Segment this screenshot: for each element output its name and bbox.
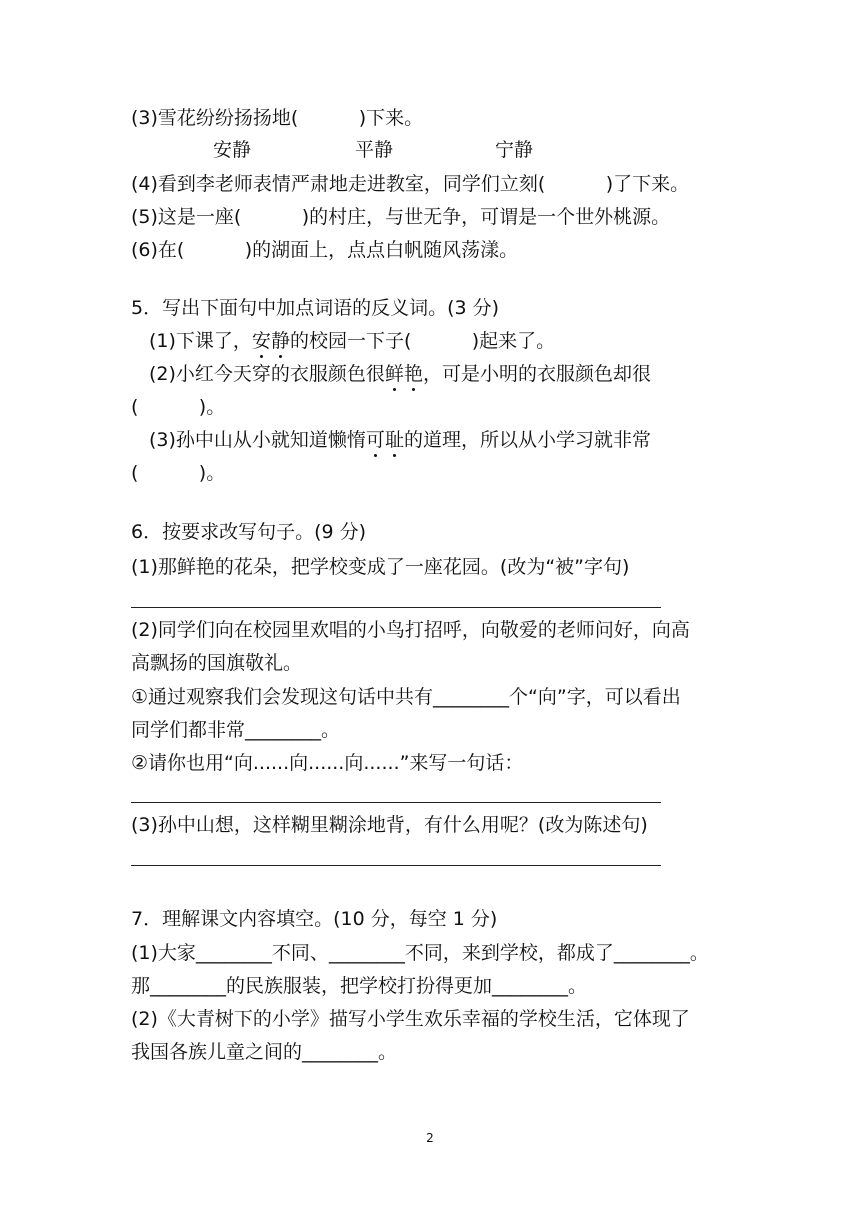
q5-sentence-2 bbox=[149, 362, 651, 386]
dotted-char: 艳 bbox=[403, 363, 423, 385]
q4-option-3: 宁静 bbox=[495, 139, 534, 161]
q5-sentence-3-cont: ( )。 bbox=[131, 462, 226, 484]
q6-sentence-3: (3)孙中山想，这样糊里糊涂地背，有什么用呢？(改为陈述句) bbox=[131, 814, 648, 836]
q5-sentence-1 bbox=[149, 329, 555, 353]
q4-option-1: 安静 bbox=[213, 139, 252, 161]
dotted-char: 安 bbox=[251, 330, 271, 352]
q7-sentence-1b: 那________的民族服装，把学校打扮得更加________。 bbox=[131, 975, 588, 997]
page-number: 2 bbox=[426, 1131, 434, 1145]
dotted-char: 鲜 bbox=[384, 363, 404, 385]
q7-sentence-1a: (1)大家________不同、________不同，来到学校，都成了________。 bbox=[131, 942, 709, 964]
q6-sentence-2e: ②请你也用“向......向......向......”来写一句话： bbox=[131, 752, 524, 774]
q6-sentence-2d: 同学们都非常________。 bbox=[131, 719, 341, 741]
q5-s3-post: 的道理，所以从小学习就非常 bbox=[403, 429, 651, 451]
dotted-char: 静 bbox=[270, 330, 290, 352]
q5-sentence-3 bbox=[149, 428, 651, 452]
q4-option-2: 平静 bbox=[355, 139, 394, 161]
q5-title: 5．写出下面句中加点词语的反义词。(3 分) bbox=[131, 297, 500, 319]
q6-title: 6．按要求改写句子。(9 分) bbox=[131, 521, 367, 543]
q4-sentence-3: (3)雪花纷纷扬扬地( )下来。 bbox=[131, 107, 424, 129]
answer-line bbox=[131, 865, 661, 866]
q7-sentence-2b: 我国各族儿童之间的________。 bbox=[131, 1041, 398, 1063]
q7-sentence-2a: (2)《大青树下的小学》描写小学生欢乐幸福的学校生活，它体现了 bbox=[131, 1008, 690, 1030]
q4-sentence-6: (6)在( )的湖面上，点点白帆随风荡漾。 bbox=[131, 239, 519, 261]
answer-line bbox=[131, 802, 661, 803]
q7-title: 7．理解课文内容填空。(10 分，每空 1 分) bbox=[131, 908, 498, 930]
dotted-char: 耻 bbox=[384, 429, 404, 451]
q4-sentence-4: (4)看到李老师表情严肃地走进教室，同学们立刻( )了下来。 bbox=[131, 173, 690, 195]
q6-sentence-2c: ①通过观察我们会发现这句话中共有________个“向”字，可以看出 bbox=[131, 686, 681, 708]
q5-s1-post: 的校园一下子( )起来了。 bbox=[289, 330, 556, 352]
q6-sentence-2b: 高飘扬的国旗敬礼。 bbox=[131, 652, 303, 674]
q5-s2-pre: (2)小红今天穿的衣服颜色很 bbox=[149, 363, 385, 385]
q5-s2-post: ，可是小明的衣服颜色却很 bbox=[422, 363, 651, 385]
answer-line bbox=[131, 607, 661, 608]
q6-sentence-2a: (2)同学们向在校园里欢唱的小鸟打招呼，向敬爱的老师问好，向高 bbox=[131, 619, 690, 641]
q5-sentence-2-cont: ( )。 bbox=[131, 396, 226, 418]
q5-s3-pre: (3)孙中山从小就知道懒惰 bbox=[149, 429, 366, 451]
q6-sentence-1: (1)那鲜艳的花朵，把学校变成了一座花园。(改为“被”字句) bbox=[131, 556, 630, 578]
q5-s1-pre: (1)下课了， bbox=[149, 330, 252, 352]
dotted-char: 可 bbox=[365, 429, 385, 451]
q4-sentence-5: (5)这是一座( )的村庄，与世无争，可谓是一个世外桃源。 bbox=[131, 206, 671, 228]
